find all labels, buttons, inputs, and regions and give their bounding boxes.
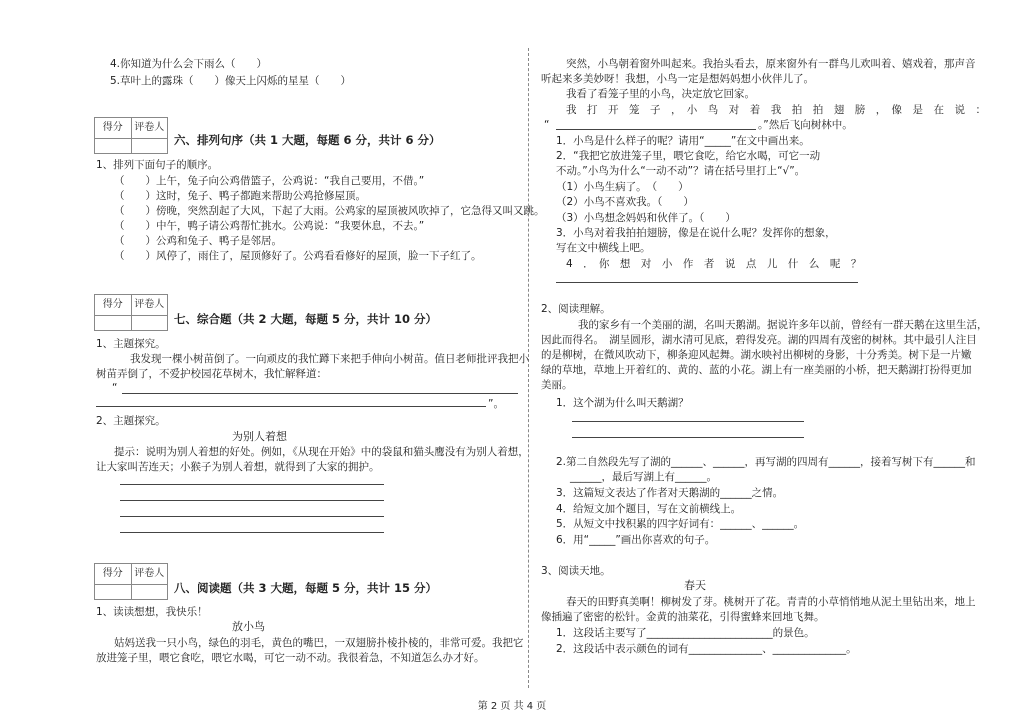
writing-line [120,484,384,485]
page-number: 第 2 页 共 4 页 [477,701,547,712]
reading-question: 4 ． 你 想 对 小 作 者 说 点 儿 什 么 呢 ？ [566,258,862,270]
reading-question: ______，最后写湖上有______。 [570,471,717,483]
section-6-title: 六、排列句序（共 1 大题，每题 6 分，共计 6 分） [174,133,441,147]
answer-line [556,129,756,130]
passage-title: 春天 [684,579,706,592]
score-label: 得分 [102,299,123,310]
reading-question: 1．这段话主要写了________________________的景色。 [556,627,815,639]
section-7-q1: 1、主题探究。 [96,338,166,350]
story-text: 我看了看笼子里的小鸟，决定放它回家。 [566,88,755,100]
writing-line [120,500,384,501]
grader-label: 评卷人 [131,118,168,138]
reading-question: 1．小鸟是什么样子的呢？请用“_____”在文中画出来。 [556,135,810,147]
reading-question: 3．这篇短文表达了作者对天鹅湖的______之情。 [556,487,784,499]
answer-option: （1）小鸟生病了。 （ ） [556,181,689,193]
reading-question: 5．从短文中找积累的四字好词有：______、______。 [556,518,805,530]
score-entry-row [94,139,168,154]
order-item: （ ）这时，兔子、鸭子都跑来帮助公鸡抢修屋顶。 [114,190,366,202]
reading-question: 写在文中横线上吧。 [556,242,651,254]
section-7-q2-text: 提示：说明为别人着想的好处。例如，《从现在开始》中的袋鼠和猫头鹰没有为别人着想， [114,446,529,458]
reading-3-header: 3、阅读天地。 [541,565,611,577]
answer-line [122,393,518,394]
reading-question: 2．这段话中表示颜色的词有______________、______________。 [556,643,857,655]
answer-line [572,421,804,422]
reading-question: 1．这个湖为什么叫天鹅湖？ [556,397,689,409]
reading-question: 6．用“_____”画出你喜欢的句子。 [556,534,716,546]
section-6-instruction: 1、排列下面句子的顺序。 [96,159,219,171]
order-item: （ ）风停了，雨住了，屋顶修好了。公鸡看看修好的屋顶，脸一下子红了。 [114,250,482,262]
essay-title: 为别人着想 [232,430,287,443]
reading-question: 2．“我把它放进笼子里，喂它食吃，给它水喝，可它一动 [556,150,821,162]
passage-text: 我的家乡有一个美丽的湖，名叫天鹅湖。据说许多年以前，曾经有一群天鹅在这里生活， [578,319,988,331]
order-item: （ ）公鸡和兔子、鸭子是邻居。 [114,235,282,247]
passage-text: 春天的田野真美啊！柳树发了芽。桃树开了花。青青的小草悄悄地从泥土里钻出来，地上 [566,596,976,608]
score-box [94,117,168,139]
story-text: 放进笼子里，喂它食吃，喂它水喝，可它一动不动。我很着急，不知道怎么办才好。 [96,652,485,664]
passage-text: 因此而得名。 湖呈圆形，湖水清可见底，碧得发亮。湖的四周有茂密的树林。其中最引人注目 [541,334,977,346]
answer-line [96,406,486,407]
close-quote: ”。 [488,398,504,410]
question-5: 5.草叶上的露珠（ ）像天上闪烁的星星（ ） [110,75,352,87]
score-box [94,294,168,316]
answer-option: （2）小鸟不喜欢我。（ ） [556,196,694,208]
passage-text: 美丽。 [541,379,573,391]
story-text: 我 打 开 笼 子 ， 小 鸟 对 着 我 拍 拍 翅 膀 ， 像 是 在 说 ： [566,104,986,116]
section-7-q2: 2、主题探究。 [96,415,166,427]
section-7-q2-text: 让大家叫苦连天；小猴子为别人着想，就得到了大家的拥护。 [96,461,380,473]
story-text: 。”然后飞向树林中。 [758,119,853,131]
question-4: 4.你知道为什么会下雨么（ ） [110,58,268,70]
section-8-title: 八、阅读题（共 3 大题，每题 5 分，共计 15 分） [174,581,438,595]
column-divider [528,48,529,688]
answer-line [572,437,804,438]
reading-question: 不动。”小鸟为什么“一动不动”？请在括号里打上“√”。 [556,165,806,177]
order-item: （ ）上午，兔子向公鸡借篮子，公鸡说：“我自己要用，不借。” [114,175,425,187]
score-entry-row [94,585,168,600]
answer-line [556,282,858,283]
order-item: （ ）中午，鸭子请公鸡帮忙挑水。公鸡说：“我要休息，不去。” [114,220,425,232]
score-label: 得分 [102,568,123,579]
reading-question: 4．给短文加个题目，写在文前横线上。 [556,503,742,515]
score-label: 得分 [102,122,123,133]
reading-2-header: 2、阅读理解。 [541,303,611,315]
writing-line [120,516,384,517]
order-item: （ ）傍晚，突然刮起了大风，下起了大雨。公鸡家的屋顶被风吹掉了，它急得又叫又跳。 [114,205,545,217]
reading-question: 2.第二自然段先写了湖的______、______，再写湖的四周有______，接着写树下有______和 [556,456,976,468]
reading-question: 3．小鸟对着我拍拍翅膀，像是在说什么呢？发挥你的想象， [556,227,836,239]
score-entry-row [94,316,168,331]
story-text: 突然，小鸟朝着窗外叫起来。我抬头看去，原来窗外有一群鸟儿欢叫着、嬉戏着，那声音 [566,58,976,70]
section-7-title: 七、综合题（共 2 大题，每题 5 分，共计 10 分） [174,312,438,326]
writing-line [120,532,384,533]
section-7-q1-text: 树苗弄倒了，不爱护校园花草树木，我忙解释道： [96,368,327,380]
score-box [94,563,168,585]
passage-text: 的是柳树，在微风吹动下，柳条迎风起舞。湖水映衬出柳树的身影，十分秀美。树下是一片嫩 [541,349,972,361]
answer-option: （3）小鸟想念妈妈和伙伴了。（ ） [556,212,736,224]
passage-text: 像插遍了密密的松针。金黄的油菜花，引得蜜蜂来回地飞舞。 [541,611,825,623]
grader-label: 评卷人 [131,564,168,584]
story-text: 姑妈送我一只小鸟，绿色的羽毛，黄色的嘴巴，一双翅膀扑棱扑棱的，非常可爱。我把它 [114,637,524,649]
section-7-q1-text: 我发现一棵小树苗倒了。一向顽皮的我忙蹲下来把手伸向小树苗。值日老师批评我把小 [130,353,529,365]
story-title: 放小鸟 [232,620,265,633]
story-text: 听起来多美妙呀！我想，小鸟一定是想妈妈想小伙伴儿了。 [541,73,814,85]
grader-label: 评卷人 [131,295,168,315]
passage-text: 绿的草地，草地上开着红的、黄的、蓝的小花。湖上有一座美丽的小桥，把天鹅湖打扮得更加 [541,364,972,376]
open-quote: “ [112,382,118,394]
open-quote: “ [544,119,550,131]
section-8-q1: 1、读读想想，我快乐！ [96,606,208,618]
